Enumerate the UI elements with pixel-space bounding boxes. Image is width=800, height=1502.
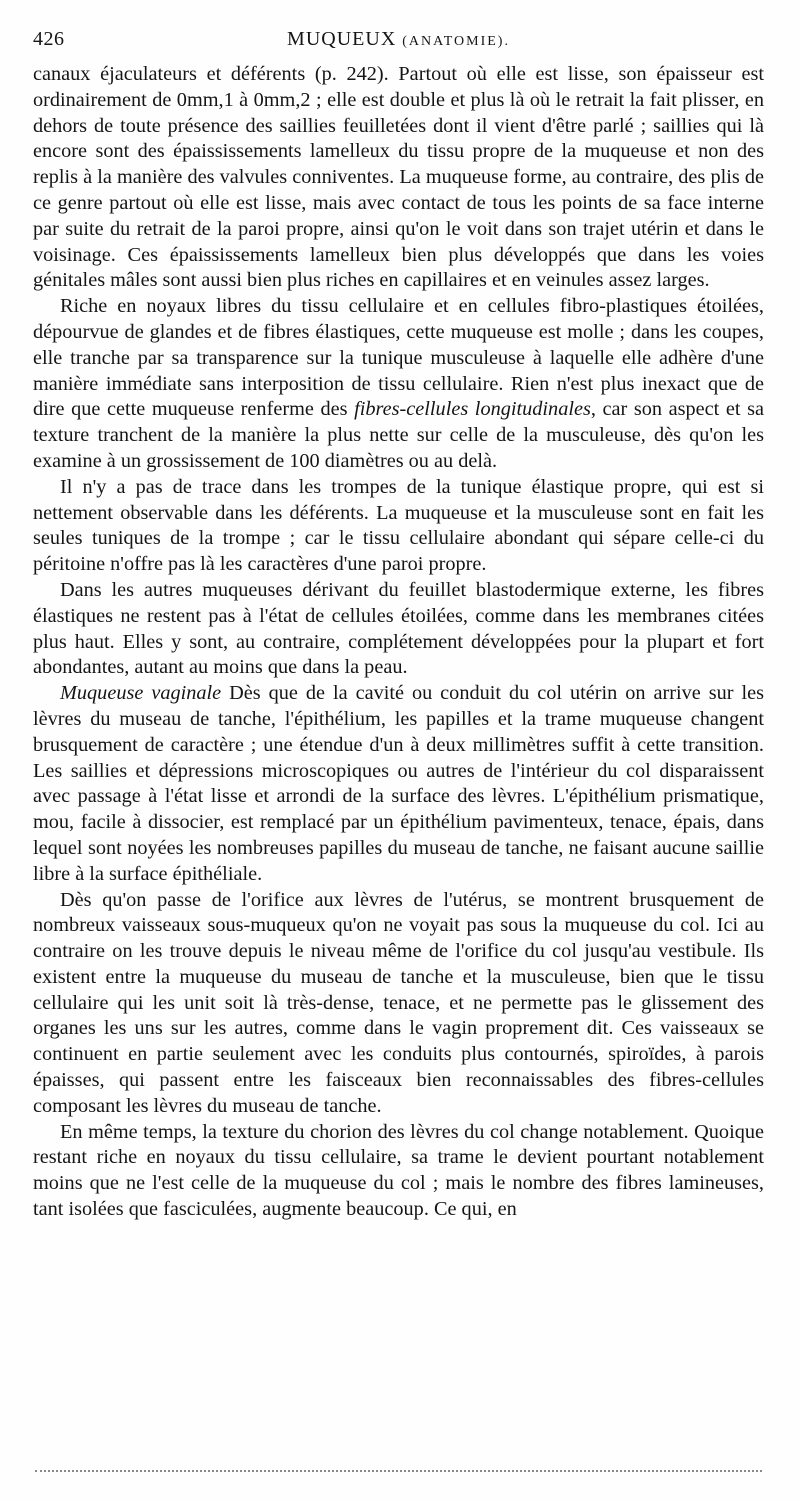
paragraph-chorion	[33, 1120, 764, 1223]
paragraph-text: Il n'y a pas de trace dans les trompes de la tunique élastique propre, qui est si nettement observable dans les déférents. La muqueuse et la musculeuse sont en fait les seules tuniques de la trompe ; car le tissu cellulaire abondant qui sépare celle-ci du péritoine n'offre pas là les caractères d'une paroi propre.	[33, 475, 764, 576]
footer-dotted-rule	[35, 1470, 762, 1472]
running-title	[33, 28, 764, 51]
paragraph-trompes	[33, 475, 764, 578]
running-title-main: MUQUEUX	[287, 28, 397, 50]
paragraph-text: canaux éjaculateurs et déférents (p. 242). Partout où elle est lisse, son épaisseur est ordinairement de 0mm,1 à 0mm,2 ; elle est double et plus là où le retrait la fait plisser, en dehors de toute présence des saillies feuilletées dont il vient d'être parlé ; saillies qui là encore sont des épaississements lamelleux du tissu propre de la muqueuse et non des replis à la manière des valvules conniventes. La muqueuse forme, au contraire, des plis de ce genre partout où elle est lisse, mais avec contact de tous les points de sa face interne par suite du retrait de la paroi propre, ainsi qu'on le voit dans son trajet utérin et dans le voisinage. Ces épaississements lamelleux bien plus développés que dans les voies génitales mâles sont aussi bien plus riches en capillaires et en veinules assez larges.	[33, 63, 764, 292]
paragraph-text: Riche en noyaux libres du tissu cellulaire et en cellules fibro-plastiques étoilées, dépourvue de glandes et de fibres élastiques, cette muqueuse est molle ; dans les coupes, elle tranche par sa transparence sur la tunique musculeuse à laquelle elle adhère d'une manière immédiate sans interposition de tissu cellulaire. Rien n'est plus inexact que de dire que cette muqueuse renferme des	[33, 295, 764, 421]
paragraph-text: Dès qu'on passe de l'orifice aux lèvres de l'utérus, se montrent brusquement de nombreux vaisseaux sous-muqueux qu'on ne voyait pas sous la muqueuse du col. Ici au contraire on les trouve depuis le niveau même de l'orifice du col jusqu'au vestibule. Ils existent entre la muqueuse du museau de tanche et la musculeuse, bien que le tissu cellulaire qui les unit soit là très-dense, tenace, et ne permette pas le glissement des organes les uns sur les autres, comme dans le vagin proprement dit. Ces vaisseaux se continuent en partie seulement avec les conduits plus contournés, spiroïdes, à parois épaisses, qui passent entre les faisceaux bien reconnaissables des fibres-cellules composant les lèvres du museau de tanche.	[33, 888, 764, 1117]
paragraph-continuation	[33, 62, 764, 294]
paragraph-text: Dans les autres muqueuses dérivant du feuillet blastodermique externe, les fibres élastiques ne restent pas à l'état de cellules étoilées, comme dans les membranes citées plus haut. Elles y sont, au contraire, complétement développées pour la plupart et fort abondantes, autant au moins que dans la peau.	[33, 578, 764, 679]
running-header	[33, 28, 764, 58]
paragraph-text: , car son aspect et sa texture tranchent de la manière la plus nette sur celle de la musculeuse, dès qu'on les examine à un grossissement de 100 diamètres ou au delà.	[33, 398, 765, 472]
paragraph-vaisseaux	[33, 888, 764, 1120]
paragraph-text: En même temps, la texture du chorion des lèvres du col change notablement. Quoique restant riche en noyaux du tissu cellulaire, sa trame le devient pourtant notablement moins que ne l'est celle de la muqueuse du col ; mais le nombre des fibres lamineuses, tant isolées que fasciculées, augmente beaucoup. Ce qui, en	[33, 1120, 764, 1221]
running-title-sub: (ANATOMIE).	[402, 34, 510, 49]
page-number: 426	[33, 28, 65, 50]
italic-term: fibres-cellules longitudinales	[354, 398, 591, 421]
paragraph-autres-muqueuses	[33, 578, 764, 681]
body-text	[33, 62, 764, 1223]
paragraph-riche	[33, 294, 764, 475]
paragraph-muqueuse-vaginale	[33, 681, 764, 887]
paragraph-text: Dès que de la cavité ou conduit du col utérin on arrive sur les lèvres du museau de tanche, l'épithélium, les papilles et la trame muqueuse changent brusquement de caractère ; une étendue d'un à deux millimètres suffit à cette transition. Les saillies et dépressions microscopiques ou autres de l'intérieur du col disparaissent avec passage à l'état lisse et arrondi de la surface des lèvres. L'épithélium prismatique, mou, facile à dissocier, est remplacé par un épithélium pavimenteux, tenace, épais, dans lequel sont noyées les nombreuses papilles du museau de tanche, ne faisant aucune saillie libre à la surface épithéliale.	[33, 682, 764, 885]
section-heading-italic: Muqueuse vaginale	[60, 682, 222, 705]
